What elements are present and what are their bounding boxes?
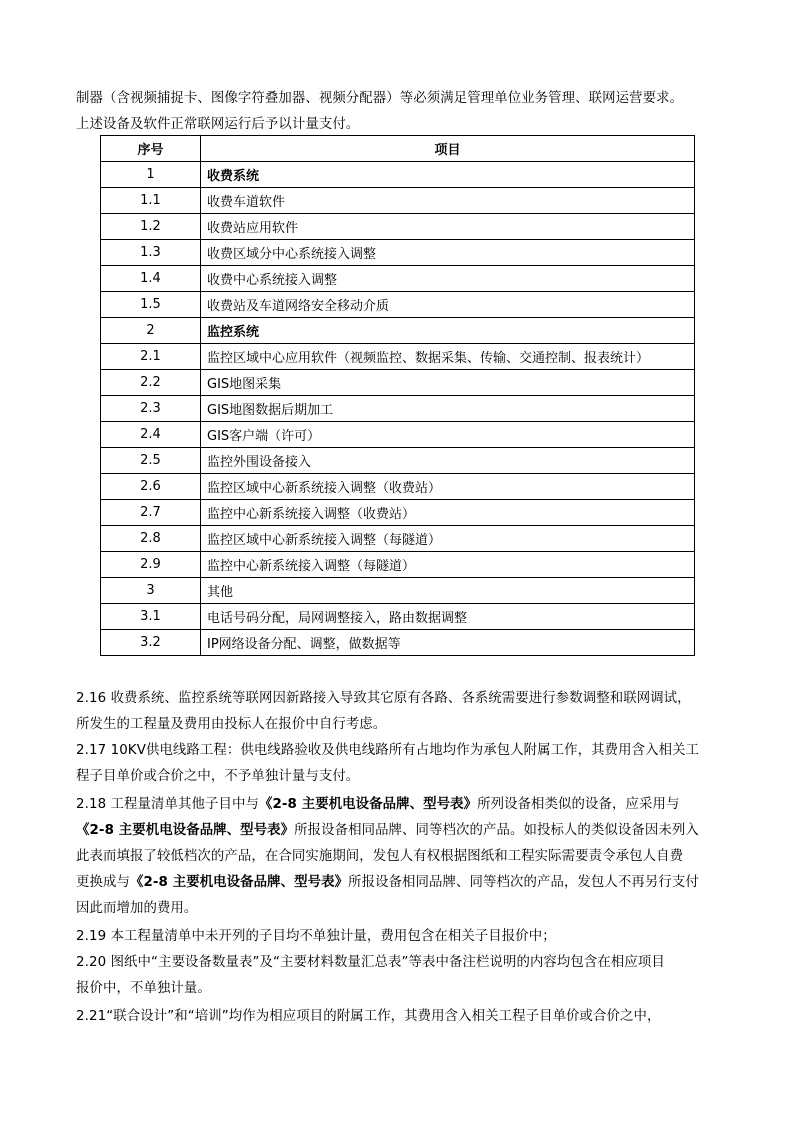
table-row <box>101 214 695 240</box>
table-body <box>101 162 695 656</box>
row-number: 2.9 <box>101 552 201 578</box>
clause-2-18-text-a: 2.18 工程量清单其他子目中与 <box>76 797 259 812</box>
row-item: 监控区域中心新系统接入调整（每隧道） <box>201 526 695 552</box>
row-item: 收费站及车道网络安全移动介质 <box>201 292 695 318</box>
row-number: 2.7 <box>101 500 201 526</box>
clause-2-18-text-c: 所报设备相同品牌、同等档次的产品。如投标人的类似设备因未列入 <box>294 823 699 838</box>
items-table <box>100 135 695 656</box>
table-row <box>101 604 695 630</box>
clause-2-18-line-3: 此表而填报了较低档次的产品，在合同实施期间，发包人有权根据图纸和工程实际需要责令承包人自费 <box>76 849 684 864</box>
clause-2-20-line-2: 报价中，不单独计量。 <box>76 981 211 996</box>
brand-table-ref: 《2-8 主要机电设备品牌、型号表》 <box>76 823 295 838</box>
intro-paragraph <box>76 86 722 138</box>
table-row <box>101 500 695 526</box>
row-item: 监控外围设备接入 <box>201 448 695 474</box>
row-number: 2 <box>101 318 201 344</box>
clause-2-18-line-2 <box>76 818 722 844</box>
clause-2-16-line-1: 2.16 收费系统、监控系统等联网因新路接入导致其它原有各路、各系统需要进行参数调整和联网调试， <box>76 691 691 706</box>
row-item: 收费系统 <box>201 162 695 188</box>
row-number: 3.1 <box>101 604 201 630</box>
row-item: 收费站应用软件 <box>201 214 695 240</box>
clause-2-18-text-d: 更换成与 <box>76 875 130 890</box>
clause-2-16 <box>76 686 722 738</box>
clause-2-17-line-1: 2.17 10KV供电线路工程：供电线路验收及供电线路所有占地均作为承包人附属工作，其费用含入相关工 <box>76 743 700 758</box>
intro-line-2: 上述设备及软件正常联网运行后予以计量支付。 <box>76 117 360 132</box>
table-header-row <box>101 136 695 162</box>
table-row <box>101 292 695 318</box>
row-item: 监控系统 <box>201 318 695 344</box>
table-row <box>101 240 695 266</box>
row-item: GIS地图数据后期加工 <box>201 396 695 422</box>
row-number: 1.1 <box>101 188 201 214</box>
clause-2-18-line-1 <box>76 792 722 818</box>
clause-2-16-line-2: 所发生的工程量及费用由投标人在报价中自行考虑。 <box>76 717 387 732</box>
table-row <box>101 344 695 370</box>
row-number: 1.4 <box>101 266 201 292</box>
brand-table-ref: 《2-8 主要机电设备品牌、型号表》 <box>258 797 478 812</box>
row-number: 3 <box>101 578 201 604</box>
clause-2-19-line-1: 2.19 本工程量清单中未开列的子目均不单独计量，费用包含在相关子目报价中； <box>76 929 556 944</box>
table-row <box>101 188 695 214</box>
table-row <box>101 578 695 604</box>
clause-2-20 <box>76 950 722 1002</box>
row-number: 2.5 <box>101 448 201 474</box>
clause-2-21-line-1: 2.21“联合设计”和“培训”均作为相应项目的附属工作，其费用含入相关工程子目单价或合价之中， <box>76 1009 661 1024</box>
clause-2-21 <box>76 1004 722 1030</box>
table-row <box>101 526 695 552</box>
header-item: 项目 <box>201 136 695 162</box>
row-item: 监控中心新系统接入调整（收费站） <box>201 500 695 526</box>
row-item: 电话号码分配，局网调整接入，路由数据调整 <box>201 604 695 630</box>
table-row <box>101 162 695 188</box>
row-number: 1.2 <box>101 214 201 240</box>
row-number: 2.6 <box>101 474 201 500</box>
clause-2-17-line-2: 程子目单价或合价之中，不予单独计量与支付。 <box>76 769 360 784</box>
table-row <box>101 474 695 500</box>
row-number: 2.2 <box>101 370 201 396</box>
row-number: 2.1 <box>101 344 201 370</box>
row-item: 收费车道软件 <box>201 188 695 214</box>
clause-2-18-line-4 <box>76 870 722 896</box>
brand-table-ref: 《2-8 主要机电设备品牌、型号表》 <box>129 875 349 890</box>
clause-2-18-line-5: 因此而增加的费用。 <box>76 901 198 916</box>
row-number: 1.3 <box>101 240 201 266</box>
table-row <box>101 396 695 422</box>
row-item: 监控中心新系统接入调整（每隧道） <box>201 552 695 578</box>
table-row <box>101 448 695 474</box>
clause-2-19 <box>76 924 722 950</box>
table-row <box>101 266 695 292</box>
row-item: 收费区域分中心系统接入调整 <box>201 240 695 266</box>
row-number: 3.2 <box>101 630 201 656</box>
table-row <box>101 552 695 578</box>
header-num: 序号 <box>101 136 201 162</box>
intro-line-1: 制器（含视频捕捉卡、图像字符叠加器、视频分配器）等必须满足管理单位业务管理、联网运营要求。 <box>76 91 684 106</box>
row-number: 1 <box>101 162 201 188</box>
row-item: 监控区域中心应用软件（视频监控、数据采集、传输、交通控制、报表统计） <box>201 344 695 370</box>
row-item: 收费中心系统接入调整 <box>201 266 695 292</box>
clause-2-18-text-e: 所报设备相同品牌、同等档次的产品，发包人不再另行支付 <box>348 875 699 890</box>
row-number: 2.8 <box>101 526 201 552</box>
row-number: 2.4 <box>101 422 201 448</box>
row-item: 监控区域中心新系统接入调整（收费站） <box>201 474 695 500</box>
clause-2-18 <box>76 792 722 922</box>
row-item: IP网络设备分配、调整，做数据等 <box>201 630 695 656</box>
row-item: GIS地图采集 <box>201 370 695 396</box>
table-row <box>101 370 695 396</box>
clause-2-18-text-b: 所列设备相类似的设备，应采用与 <box>477 797 680 812</box>
row-item: GIS客户端（许可） <box>201 422 695 448</box>
row-number: 2.3 <box>101 396 201 422</box>
table-row <box>101 422 695 448</box>
row-number: 1.5 <box>101 292 201 318</box>
clause-2-17 <box>76 738 722 790</box>
clause-2-20-line-1: 2.20 图纸中“主要设备数量表”及“主要材料数量汇总表”等表中备注栏说明的内容均包含在相应项目 <box>76 955 665 970</box>
table-row <box>101 630 695 656</box>
table-row <box>101 318 695 344</box>
row-item: 其他 <box>201 578 695 604</box>
